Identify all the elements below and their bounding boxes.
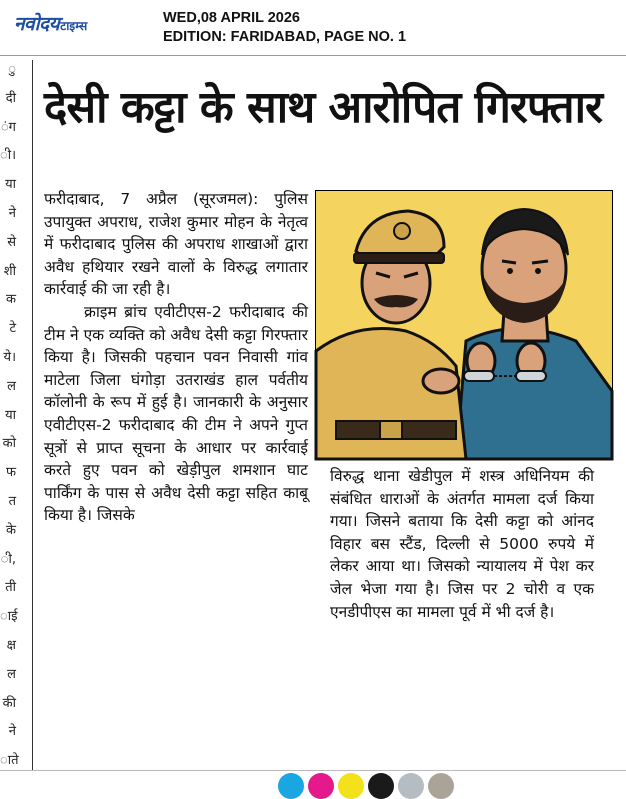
color-swatch — [368, 773, 394, 799]
fragment-line: क — [6, 292, 16, 308]
color-swatch — [398, 773, 424, 799]
fragment-line: क्ष — [6, 637, 16, 653]
color-swatch — [278, 773, 304, 799]
color-swatch — [308, 773, 334, 799]
article-paragraph: विरुद्ध थाना खेडीपुल में शस्त्र अधिनियम की संबंधित धाराओं के अंतर्गत मामला दर्ज किया गया। जिसने बताया कि देसी कट्टा को आंनद विहार बस स्टैंड, दिल्ली से 5000 रुपये में लेकर आया था। जिसको न्यायालय में पेश कर जेल भेजा गया है। जिस पर 2 चोरी व एक एनडीपीएस का मामला पूर्व में भी दर्ज है। — [330, 467, 594, 621]
fragment-line: ने — [8, 724, 16, 740]
fragment-line: ी। — [0, 148, 17, 164]
fragment-line: से — [7, 234, 16, 250]
color-swatch — [338, 773, 364, 799]
fragment-line: ल — [7, 378, 16, 394]
logo-sub-text: टाइम्स — [60, 19, 88, 33]
print-color-registration — [278, 773, 454, 799]
fragment-line: ती — [5, 580, 16, 596]
article-photo — [315, 190, 613, 460]
date-line: WED,08 APRIL 2026 — [163, 10, 300, 26]
article-column-left — [44, 188, 308, 527]
fragment-line: या — [5, 177, 16, 193]
logo-main-text: नवोदय — [14, 13, 60, 35]
adjacent-column-fragment — [0, 56, 20, 769]
fragment-line: ी, — [0, 551, 16, 567]
article-paragraph: फरीदाबाद, 7 अप्रैल (सूरजमल): पुलिस उपायुक्त अपराध, राजेश कुमार मोहन के नेतृत्व में फरीदाबाद पुलिस की अपराध शाखाओं द्वारा अवैध हथियार रखने वालों के विरुद्ध लगातार कार्रवाई की जा रही है। — [44, 190, 308, 299]
fragment-line: ाते — [0, 753, 19, 769]
article-paragraph: क्राइम ब्रांच एवीटीएस-2 फरीदाबाद की टीम ने एक व्यक्ति को अवैध देसी कट्टा गिरफ्तार किया है। जिसकी पहचान पवन निवासी गांव माटेला जिला घंगोड़ा उतराखंड हाल पर्वतीय कॉलोनी के रूप में हुई है। जानकारी के अनुसार एवीटीएस-2 फरीदाबाद की टीम ने अपने गुप्त सूत्रों से प्राप्त सूचना के आधार पर कार्रवाई करते हुए पवन को खेड़ीपुल शमशान घाट पार्किंग के पास से अवैध देसी कट्टा सहित काबू किया है। जिसके — [44, 302, 308, 525]
fragment-line: दी — [5, 90, 16, 106]
edition-info — [163, 9, 406, 47]
page-bottom-rule — [0, 770, 626, 771]
newspaper-logo[interactable] — [14, 10, 87, 36]
article-headline: देसी कट्टा के साथ आरोपित गिरफ्तार — [44, 82, 603, 133]
edition-line: EDITION: FARIDABAD, PAGE NO. 1 — [163, 29, 407, 45]
police-arrest-illustration — [316, 191, 612, 459]
fragment-line: त — [8, 493, 16, 509]
fragment-line: ने — [8, 205, 16, 221]
article-column-right — [330, 465, 594, 623]
fragment-line: को — [2, 436, 16, 452]
fragment-line: टे — [9, 321, 16, 337]
fragment-line: के — [6, 522, 16, 538]
masthead — [0, 0, 626, 52]
masthead-divider — [0, 55, 626, 56]
color-swatch — [428, 773, 454, 799]
fragment-line: ाई — [0, 609, 18, 625]
fragment-line: की — [2, 695, 16, 711]
fragment-line: या — [5, 407, 16, 423]
column-divider — [32, 60, 33, 770]
fragment-line: शी — [3, 263, 16, 279]
fragment-line: ंग — [0, 119, 16, 135]
fragment-line: ल — [7, 666, 16, 682]
fragment-line: फ — [5, 465, 16, 481]
fragment-line: ये। — [3, 349, 16, 365]
fragment-line: ु — [8, 62, 16, 77]
